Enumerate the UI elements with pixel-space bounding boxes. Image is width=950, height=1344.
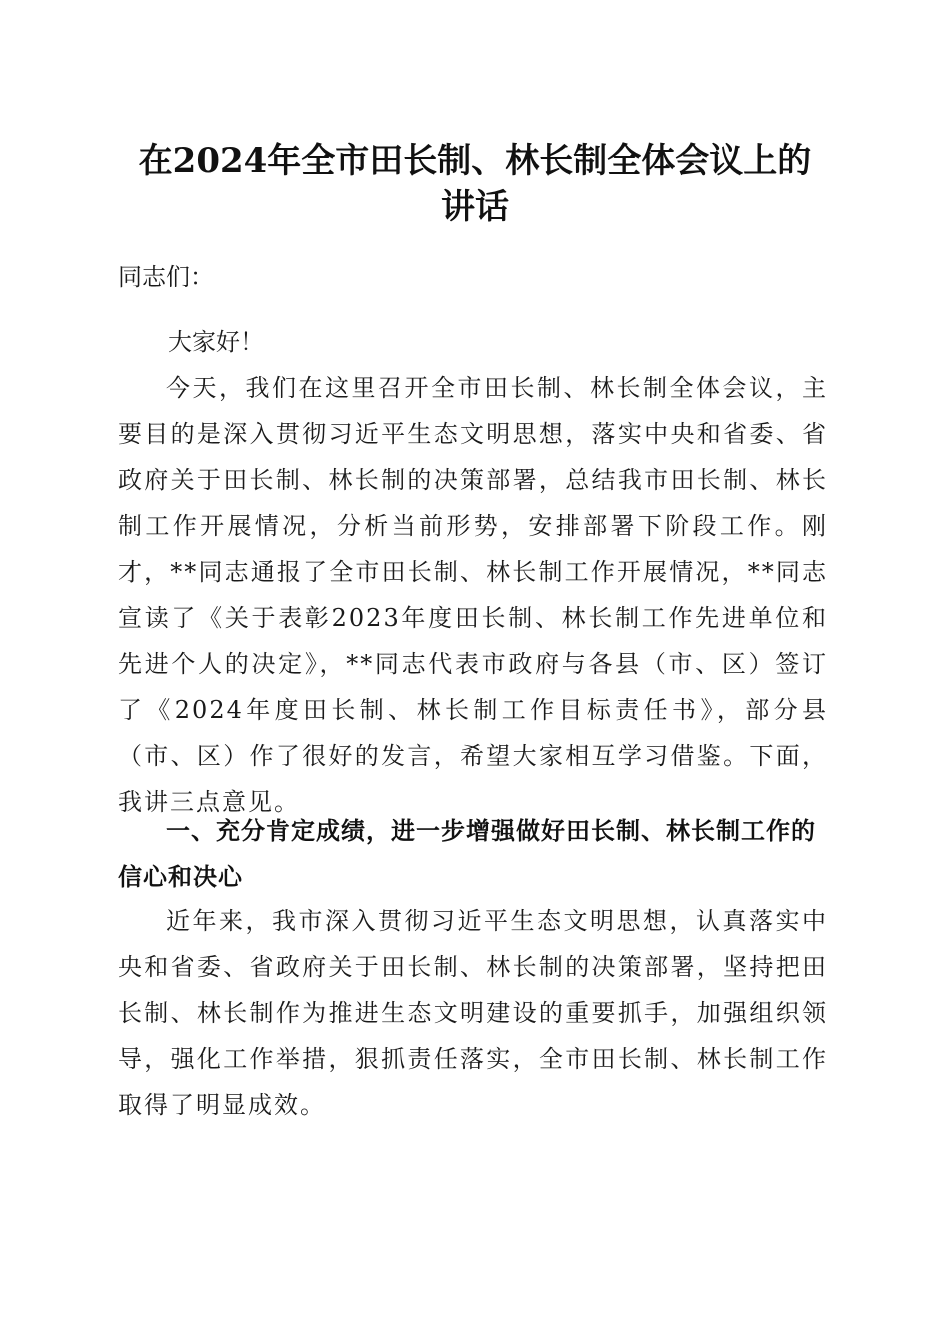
paragraph-section-1: 近年来，我市深入贯彻习近平生态文明思想，认真落实中央和省委、省政府关于田长制、林长制的决策部署，坚持把田长制、林长制作为推进生态文明建设的重要抓手，加强组织领导，强化工作举措，狠抓责任落实，全市田长制、林长制工作取得了明显成效。 [118,907,828,1119]
salutation: 同志们： [118,263,214,291]
greeting: 大家好！ [168,328,264,356]
document-title-line-2: 讲话 [441,187,509,227]
section-heading-1: 一、充分肯定成绩，进一步增强做好田长制、林长制工作的信心和决心 [118,817,816,891]
document-title-line-1: 在2024年全市田长制、林长制全体会议上的 [138,141,812,181]
paragraph-intro: 今天，我们在这里召开全市田长制、林长制全体会议，主要目的是深入贯彻习近平生态文明思想，落实中央和省委、省政府关于田长制、林长制的决策部署，总结我市田长制、林长制工作开展情况，分析当前形势，安排部署下阶段工作。刚才，**同志通报了全市田长制、林长制工作开展情况，**同志宣读了《关于表彰2023年度田长制、林长制工作先进单位和先进个人的决定》，**同志代表市政府与各县（市、区）签订了《2024年度田长制、林长制工作目标责任书》，部分县（市、区）作了很好的发言，希望大家相互学习借鉴。下面，我讲三点意见。 [118,374,828,816]
